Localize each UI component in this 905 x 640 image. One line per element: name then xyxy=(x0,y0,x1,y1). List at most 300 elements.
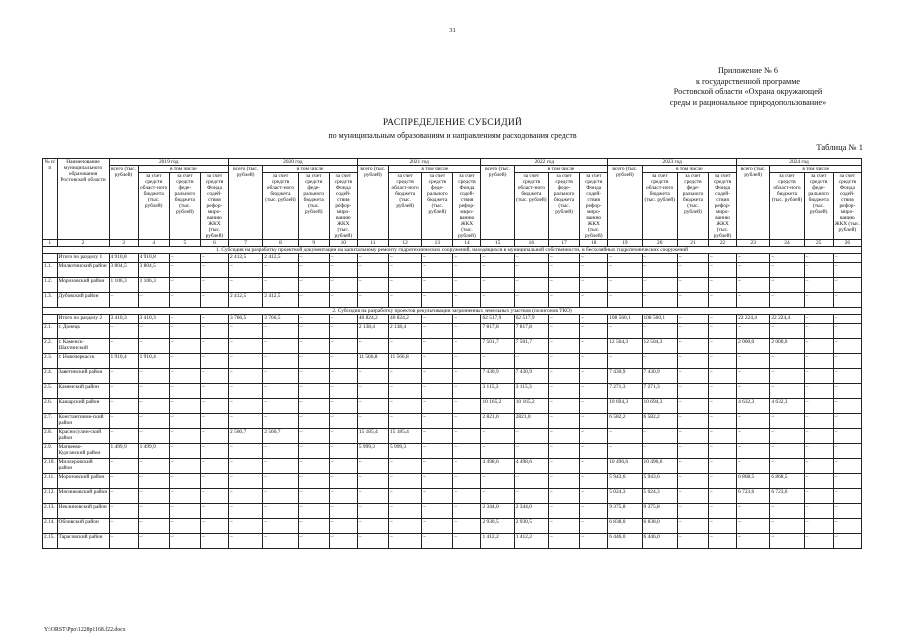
row-value: – xyxy=(770,369,804,384)
row-value: – xyxy=(453,315,481,324)
table-row xyxy=(43,429,862,444)
row-value: 40 824,2 xyxy=(389,315,422,324)
row-value: – xyxy=(580,315,608,324)
table-row xyxy=(43,384,862,399)
row-value: – xyxy=(453,504,481,519)
row-value: – xyxy=(804,399,833,414)
header-column-index: 7 xyxy=(228,240,262,247)
row-value: – xyxy=(263,399,298,414)
row-value: – xyxy=(709,444,737,459)
row-value: – xyxy=(169,263,200,278)
row-value: – xyxy=(200,263,228,278)
header-name: Наименование муниципального образования Ростовской области xyxy=(57,159,109,240)
row-value: – xyxy=(804,429,833,444)
row-value: – xyxy=(389,263,422,278)
row-value: – xyxy=(329,369,357,384)
row-value: 3 766,5 xyxy=(228,315,262,324)
row-municipality: Морозовский район xyxy=(57,474,109,489)
row-value: – xyxy=(549,414,580,429)
row-value: – xyxy=(263,519,298,534)
table-row xyxy=(43,339,862,354)
row-value: – xyxy=(169,315,200,324)
row-value: – xyxy=(169,444,200,459)
row-value: – xyxy=(357,369,388,384)
row-value: – xyxy=(200,369,228,384)
row-value: – xyxy=(357,459,388,474)
row-value: – xyxy=(138,534,169,549)
row-value: – xyxy=(804,504,833,519)
row-value: – xyxy=(422,414,453,429)
row-value: – xyxy=(453,414,481,429)
row-municipality: Обливский район xyxy=(57,519,109,534)
row-value: – xyxy=(228,459,262,474)
row-value: – xyxy=(549,399,580,414)
header-federal-budget: за счет средств феде-рального бюджета (тыс. рублей) xyxy=(298,173,329,240)
row-value: – xyxy=(549,278,580,293)
row-value: 3 410,3 xyxy=(109,315,138,324)
row-value: – xyxy=(329,534,357,549)
row-value: – xyxy=(549,263,580,278)
row-value: – xyxy=(200,278,228,293)
row-value: – xyxy=(329,429,357,444)
row-value: – xyxy=(138,369,169,384)
row-value: – xyxy=(642,354,677,369)
row-value: – xyxy=(329,399,357,414)
row-value: 2 000,0 xyxy=(737,339,770,354)
row-value: 2 344,0 xyxy=(481,504,514,519)
row-value: – xyxy=(298,534,329,549)
row-value: – xyxy=(329,324,357,339)
table-row xyxy=(43,489,862,504)
row-value: 5 024,3 xyxy=(608,489,642,504)
row-value: – xyxy=(514,278,548,293)
row-value: 7 430,9 xyxy=(608,369,642,384)
row-value: 3 115,3 xyxy=(481,384,514,399)
header-year: 2023 год xyxy=(608,159,737,166)
header-year: 2020 год xyxy=(228,159,357,166)
row-value: – xyxy=(228,369,262,384)
row-value: – xyxy=(109,504,138,519)
row-value: – xyxy=(422,429,453,444)
row-value: – xyxy=(138,399,169,414)
row-value: – xyxy=(481,263,514,278)
table-header xyxy=(43,159,862,247)
row-value: 7 271,3 xyxy=(642,384,677,399)
row-value: – xyxy=(109,534,138,549)
row-value: – xyxy=(389,489,422,504)
header-including: в том числе xyxy=(770,166,862,173)
row-value: – xyxy=(298,254,329,263)
row-value: 10 165,2 xyxy=(514,399,548,414)
row-value: – xyxy=(263,263,298,278)
row-value: 1 412,2 xyxy=(514,534,548,549)
header-column-index: 17 xyxy=(549,240,580,247)
row-municipality: Красносулин-ский район xyxy=(57,429,109,444)
header-column-index: 16 xyxy=(514,240,548,247)
row-value: – xyxy=(329,384,357,399)
row-value: 1 106,3 xyxy=(138,278,169,293)
row-number: 1.2. xyxy=(43,278,58,293)
row-value: – xyxy=(709,324,737,339)
row-value: – xyxy=(677,324,708,339)
header-regional-budget: за счет средств област-ного бюджета (тыс. рублей) xyxy=(389,173,422,240)
subsidy-table xyxy=(42,158,862,549)
row-value: – xyxy=(677,339,708,354)
row-value: – xyxy=(228,324,262,339)
row-value: – xyxy=(263,534,298,549)
header-including: в том числе xyxy=(642,166,737,173)
row-number xyxy=(43,254,58,263)
row-value: – xyxy=(804,339,833,354)
row-value: – xyxy=(422,369,453,384)
header-row-index xyxy=(43,240,862,247)
row-value: – xyxy=(109,414,138,429)
row-value: – xyxy=(737,534,770,549)
row-value: – xyxy=(804,474,833,489)
row-number: 2.15. xyxy=(43,534,58,549)
row-value: 7 271,3 xyxy=(608,384,642,399)
row-value: 9 375,8 xyxy=(608,504,642,519)
row-value: – xyxy=(298,315,329,324)
row-value: 3 766,5 xyxy=(263,315,298,324)
row-value: 2 412,5 xyxy=(263,293,298,308)
row-value: 7 430,9 xyxy=(514,369,548,384)
row-value: – xyxy=(804,384,833,399)
header-federal-budget: за счет средств феде-рального бюджета (тыс. рублей) xyxy=(677,173,708,240)
row-value: – xyxy=(549,324,580,339)
row-value: 6 868,5 xyxy=(770,474,804,489)
row-number: 1.1. xyxy=(43,263,58,278)
header-including: в том числе xyxy=(138,166,228,173)
row-value: – xyxy=(263,384,298,399)
row-value: – xyxy=(389,293,422,308)
row-value: – xyxy=(422,519,453,534)
row-value: – xyxy=(200,293,228,308)
row-value: – xyxy=(737,254,770,263)
row-value: – xyxy=(169,534,200,549)
row-value: – xyxy=(677,384,708,399)
row-value: 7 501,7 xyxy=(481,339,514,354)
row-value: – xyxy=(357,278,388,293)
row-municipality: Миллеровский район xyxy=(57,459,109,474)
row-value: – xyxy=(298,414,329,429)
row-value: – xyxy=(263,278,298,293)
header-housing-fund: за счет средств Фонда содей-ствия рефор-миро-ванию ЖКХ (тыс. рублей) xyxy=(453,173,481,240)
header-regional-budget: за счет средств област-ного бюджета (тыс. рублей) xyxy=(770,173,804,240)
row-value: – xyxy=(329,278,357,293)
row-value: – xyxy=(709,339,737,354)
table-row xyxy=(43,254,862,263)
row-value: – xyxy=(833,254,861,263)
row-value: – xyxy=(422,444,453,459)
header-column-index: 9 xyxy=(298,240,329,247)
row-value: – xyxy=(804,315,833,324)
header-column-index: 5 xyxy=(169,240,200,247)
table-row xyxy=(43,519,862,534)
row-value: 6 838,0 xyxy=(608,519,642,534)
row-value: – xyxy=(389,339,422,354)
row-value: – xyxy=(169,324,200,339)
row-value: 1 499,9 xyxy=(109,444,138,459)
row-value: – xyxy=(169,254,200,263)
row-value: – xyxy=(138,324,169,339)
row-value: – xyxy=(453,293,481,308)
row-value: 4 632,3 xyxy=(770,399,804,414)
header-year: 2022 год xyxy=(481,159,608,166)
row-value: – xyxy=(549,369,580,384)
row-value: – xyxy=(833,315,861,324)
row-value: 6 838,0 xyxy=(642,519,677,534)
row-value: – xyxy=(709,254,737,263)
row-value: 1 412,2 xyxy=(481,534,514,549)
row-value: – xyxy=(298,504,329,519)
header-column-index: 10 xyxy=(329,240,357,247)
row-value: – xyxy=(737,459,770,474)
row-value: – xyxy=(263,354,298,369)
row-value: – xyxy=(422,324,453,339)
row-value: – xyxy=(298,399,329,414)
row-value: – xyxy=(389,504,422,519)
row-value: – xyxy=(298,489,329,504)
row-value: – xyxy=(709,315,737,324)
row-value: – xyxy=(329,444,357,459)
file-path-footer: Y:\ORST\Ppo\1228p1168.f22.docx xyxy=(44,627,126,633)
row-value: – xyxy=(357,534,388,549)
row-value: – xyxy=(169,414,200,429)
table-row xyxy=(43,444,862,459)
row-value: 2 930,5 xyxy=(481,519,514,534)
row-value: – xyxy=(549,254,580,263)
row-value: 3 804,5 xyxy=(109,263,138,278)
row-value: – xyxy=(770,444,804,459)
row-value: – xyxy=(833,429,861,444)
row-value: – xyxy=(770,278,804,293)
row-value: – xyxy=(298,278,329,293)
row-value: – xyxy=(608,263,642,278)
row-value: – xyxy=(677,399,708,414)
row-value: – xyxy=(389,459,422,474)
row-value: 7 430,9 xyxy=(481,369,514,384)
row-value: – xyxy=(357,339,388,354)
header-column-index: 3 xyxy=(109,240,138,247)
row-value: 1 106,3 xyxy=(109,278,138,293)
row-value: – xyxy=(109,399,138,414)
row-value: – xyxy=(422,254,453,263)
row-value: – xyxy=(709,459,737,474)
row-value: – xyxy=(138,459,169,474)
row-value: – xyxy=(709,399,737,414)
row-value: 2 412,5 xyxy=(228,254,262,263)
row-value: – xyxy=(481,444,514,459)
table-row xyxy=(43,354,862,369)
row-value: – xyxy=(514,254,548,263)
header-housing-fund: за счет средств Фонда содей-ствия рефор-миро-ванию ЖКХ (тыс. рублей) xyxy=(833,173,861,240)
row-value: – xyxy=(709,369,737,384)
header-column-index: 21 xyxy=(677,240,708,247)
row-value: – xyxy=(677,315,708,324)
row-value: – xyxy=(200,489,228,504)
row-value: – xyxy=(737,384,770,399)
row-value: – xyxy=(549,339,580,354)
row-value: – xyxy=(138,429,169,444)
row-value: – xyxy=(200,414,228,429)
row-value: – xyxy=(737,324,770,339)
row-value: – xyxy=(770,504,804,519)
row-value: – xyxy=(580,263,608,278)
row-value: – xyxy=(737,278,770,293)
row-value: – xyxy=(833,519,861,534)
row-value: – xyxy=(389,519,422,534)
row-value: – xyxy=(109,459,138,474)
header-federal-budget: за счет средств феде-рального бюджета (тыс. рублей) xyxy=(169,173,200,240)
row-value: – xyxy=(389,534,422,549)
row-value: 11 566,8 xyxy=(389,354,422,369)
row-value: – xyxy=(357,414,388,429)
row-value: – xyxy=(804,293,833,308)
row-value: – xyxy=(138,293,169,308)
row-value: – xyxy=(580,278,608,293)
row-value: – xyxy=(608,444,642,459)
header-including: в том числе xyxy=(389,166,481,173)
row-value: – xyxy=(804,254,833,263)
header-total: всего (тыс. рублей) xyxy=(109,166,138,240)
row-value: 3 115,3 xyxy=(514,384,548,399)
header-federal-budget: за счет средств феде-рального бюджета (тыс. рублей) xyxy=(549,173,580,240)
row-value: – xyxy=(642,324,677,339)
row-value: 7 817,8 xyxy=(514,324,548,339)
header-num: № п/п xyxy=(43,159,58,240)
row-value: – xyxy=(357,254,388,263)
row-value: 4 910,8 xyxy=(109,254,138,263)
row-value: – xyxy=(804,459,833,474)
row-value: – xyxy=(422,354,453,369)
row-value: 5 999,3 xyxy=(357,444,388,459)
header-housing-fund: за счет средств Фонда содей-ствия рефор-миро-ванию ЖКХ (тыс. рублей) xyxy=(200,173,228,240)
row-value: – xyxy=(169,429,200,444)
row-value: 10 165,2 xyxy=(481,399,514,414)
row-value: – xyxy=(357,504,388,519)
row-value: – xyxy=(514,489,548,504)
row-value: 22 224,4 xyxy=(770,315,804,324)
row-value: – xyxy=(389,474,422,489)
row-value: – xyxy=(580,399,608,414)
row-value: 10 694,3 xyxy=(608,399,642,414)
header-year: 2019 год xyxy=(109,159,228,166)
header-column-index: 18 xyxy=(580,240,608,247)
header-column-index: 24 xyxy=(770,240,804,247)
row-value: – xyxy=(453,324,481,339)
row-value: – xyxy=(200,474,228,489)
row-value: – xyxy=(138,384,169,399)
row-value: – xyxy=(737,354,770,369)
row-value: – xyxy=(169,384,200,399)
row-value: 4 632,3 xyxy=(737,399,770,414)
document-subtitle: по муниципальным образованиям и направлениям расходования средств xyxy=(328,131,577,140)
row-municipality: Морозовский район xyxy=(57,278,109,293)
header-column-index: 15 xyxy=(481,240,514,247)
header-column-index: 12 xyxy=(389,240,422,247)
header-total: всего (тыс. рублей) xyxy=(481,166,514,240)
row-value: 6 723,6 xyxy=(770,489,804,504)
row-value: 62 517,9 xyxy=(514,315,548,324)
row-value: – xyxy=(228,414,262,429)
row-value: – xyxy=(138,414,169,429)
row-value: – xyxy=(770,254,804,263)
appendix-line: к государственной программе xyxy=(695,76,801,86)
row-value: – xyxy=(109,339,138,354)
row-value: 5 999,3 xyxy=(389,444,422,459)
row-municipality: Итого по разделу 1 xyxy=(57,254,109,263)
row-value: – xyxy=(228,534,262,549)
row-value: – xyxy=(200,339,228,354)
row-value: – xyxy=(263,444,298,459)
row-number: 2.14. xyxy=(43,519,58,534)
row-value: – xyxy=(804,369,833,384)
row-value: – xyxy=(642,444,677,459)
row-value: – xyxy=(422,263,453,278)
row-value: – xyxy=(677,429,708,444)
row-number: 1.3. xyxy=(43,293,58,308)
row-value: – xyxy=(298,324,329,339)
row-value: – xyxy=(453,384,481,399)
row-number: 2.3. xyxy=(43,354,58,369)
row-value: – xyxy=(608,324,642,339)
row-value: 5 024,3 xyxy=(642,489,677,504)
row-value: – xyxy=(422,315,453,324)
row-value: – xyxy=(709,414,737,429)
row-value: 2 344,0 xyxy=(514,504,548,519)
row-value: – xyxy=(709,384,737,399)
row-value: – xyxy=(263,474,298,489)
appendix-line: среды и рациональное природопользование» xyxy=(669,97,827,107)
row-number: 2.7. xyxy=(43,414,58,429)
row-value: – xyxy=(422,399,453,414)
row-value: 15 185,4 xyxy=(389,429,422,444)
row-value: – xyxy=(580,324,608,339)
row-value: – xyxy=(228,474,262,489)
row-value: – xyxy=(453,369,481,384)
row-value: – xyxy=(608,354,642,369)
header-column-index: 26 xyxy=(833,240,861,247)
section-row xyxy=(43,308,862,315)
row-value: – xyxy=(453,354,481,369)
row-value: – xyxy=(329,354,357,369)
row-number: 2.13. xyxy=(43,504,58,519)
header-column-index: 8 xyxy=(263,240,298,247)
row-value: 7 430,9 xyxy=(642,369,677,384)
row-value: – xyxy=(138,504,169,519)
row-value: – xyxy=(580,354,608,369)
row-value: – xyxy=(453,489,481,504)
row-value: – xyxy=(298,293,329,308)
row-value: – xyxy=(549,444,580,459)
row-value: – xyxy=(298,429,329,444)
row-value: – xyxy=(549,474,580,489)
row-value: – xyxy=(109,489,138,504)
row-value: – xyxy=(453,519,481,534)
row-value: – xyxy=(109,429,138,444)
row-value: 7 501,7 xyxy=(514,339,548,354)
row-value: – xyxy=(549,489,580,504)
row-value: – xyxy=(200,534,228,549)
header-regional-budget: за счет средств област-ного бюджета (тыс. рублей) xyxy=(263,173,298,240)
row-value: – xyxy=(677,459,708,474)
row-value: – xyxy=(228,504,262,519)
row-value: – xyxy=(422,504,453,519)
table-body xyxy=(43,247,862,549)
header-column-index: 13 xyxy=(422,240,453,247)
table-row xyxy=(43,459,862,474)
